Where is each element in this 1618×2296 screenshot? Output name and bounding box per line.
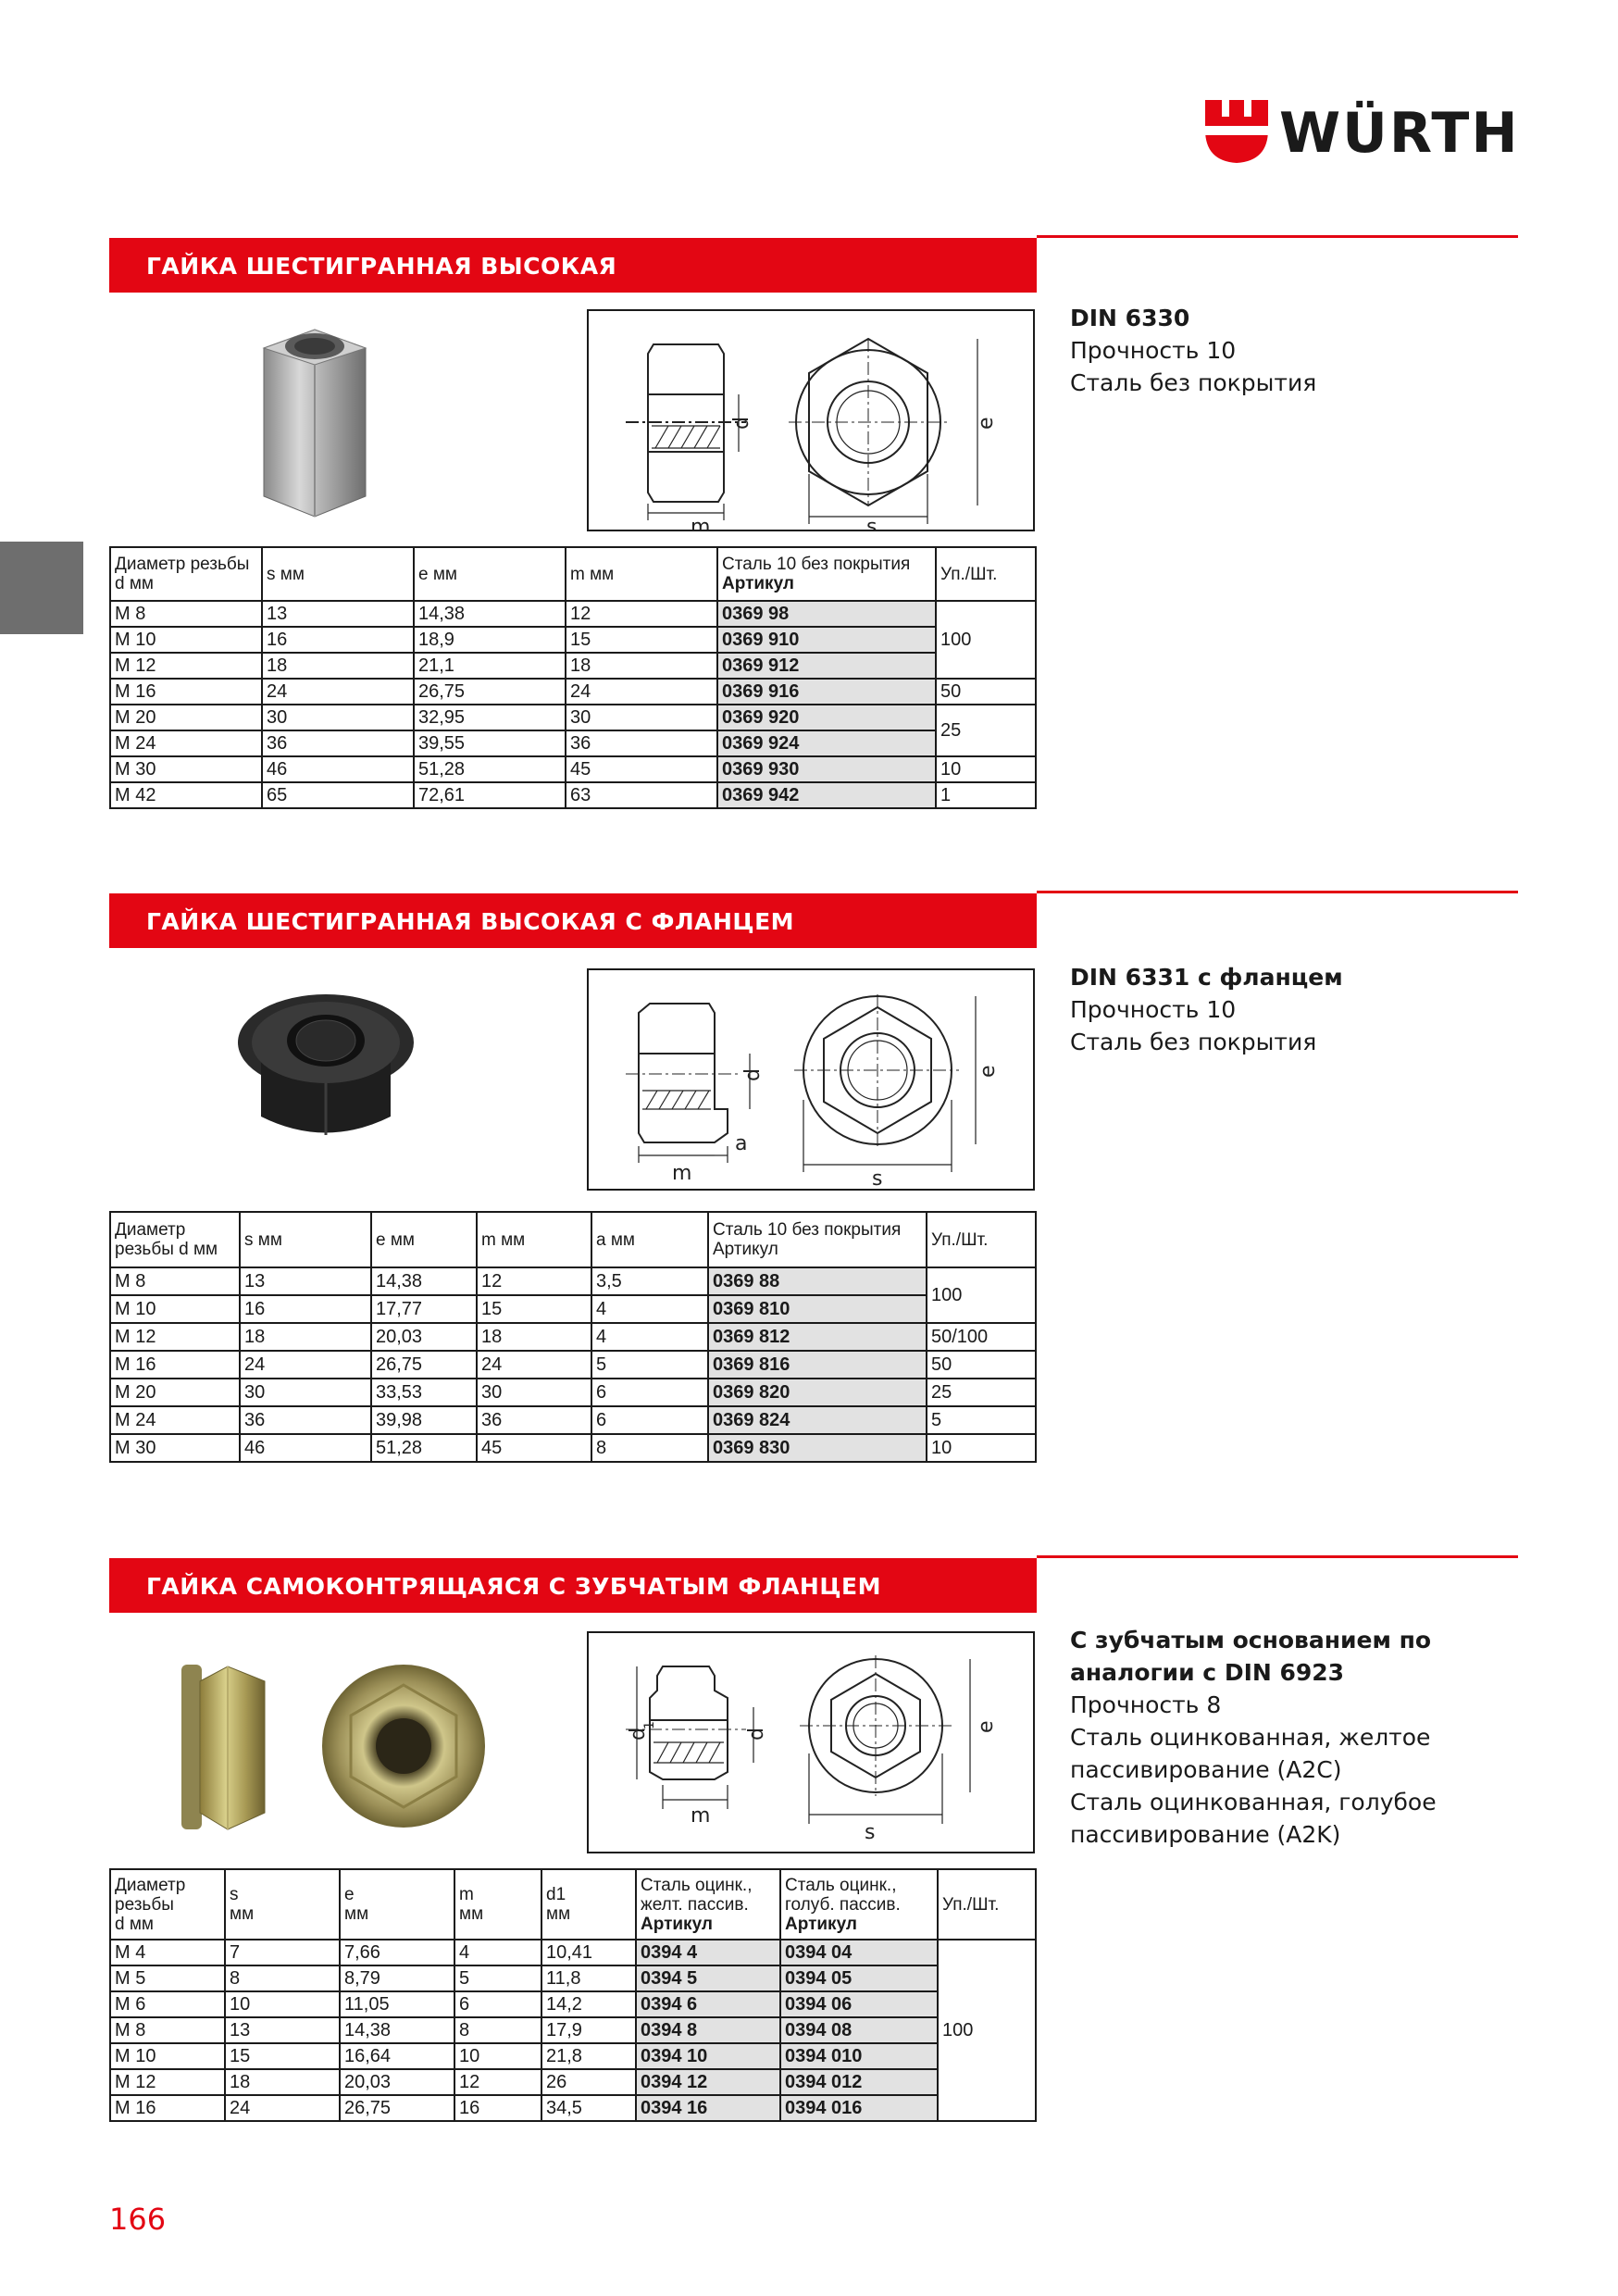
spec-block-serrated — [1070, 1624, 1496, 1851]
table-row: M 10 16 18,9 15 0369 910 — [110, 627, 1036, 653]
col-header-m: m мм — [477, 1212, 591, 1267]
col-header-a: a мм — [591, 1212, 708, 1267]
spec-material-yellow: Сталь оцинкованная, желтое пассивирование (A2C) — [1070, 1724, 1431, 1783]
spec-strength: Прочность 10 — [1070, 337, 1237, 364]
wurth-logo — [1203, 98, 1518, 165]
side-tab-marker — [0, 542, 83, 634]
table-row: M 8 13 14,38 12 3,5 0369 88 100 — [110, 1267, 1036, 1295]
table-row: M 42 65 72,61 63 0369 942 1 — [110, 782, 1036, 808]
table-row: M 16 24 26,75 16 34,5 0394 16 0394 016 — [110, 2095, 1036, 2121]
table-row: M 12 18 20,03 18 4 0369 812 50/100 — [110, 1323, 1036, 1351]
dim-label-e: e — [977, 1065, 1000, 1078]
dim-label-a: a — [735, 1132, 748, 1155]
col-header-pack: Уп./Шт. — [938, 1869, 1036, 1940]
table-row: M 8 13 14,38 12 0369 98 100 — [110, 601, 1036, 627]
section-title: ГАЙКА САМОКОНТРЯЩАЯСЯ С ЗУБЧАТЫМ ФЛАНЦЕМ — [109, 1558, 1037, 1613]
technical-drawing-serrated — [587, 1631, 1035, 1853]
spec-material-blue: Сталь оцинкованная, голубое пассивирование (A2K) — [1070, 1789, 1437, 1848]
dim-label-e: e — [975, 417, 998, 430]
spec-block-din6330 — [1070, 302, 1496, 399]
table-row: M 6 10 11,05 6 14,2 0394 6 0394 06 — [110, 1991, 1036, 2017]
dim-label-e: e — [975, 1720, 998, 1733]
dim-label-d: d — [745, 1728, 768, 1741]
col-header-article-yellow: Сталь оцинк., желт. пассив. Артикул — [636, 1869, 780, 1940]
spec-standard: DIN 6330 — [1070, 305, 1190, 331]
table-row: M 12 18 20,03 12 26 0394 12 0394 012 — [110, 2069, 1036, 2095]
col-header-article: Сталь 10 без покрытия Артикул — [708, 1212, 927, 1267]
spec-strength: Прочность 10 — [1070, 996, 1237, 1023]
product-photo-flange-nut — [233, 987, 418, 1148]
spec-strength: Прочность 8 — [1070, 1691, 1222, 1718]
product-photo-hex-nut — [250, 311, 380, 528]
table-row: M 20 30 32,95 30 0369 920 25 — [110, 705, 1036, 730]
table-row: M 8 13 14,38 8 17,9 0394 8 0394 08 — [110, 2017, 1036, 2043]
dim-label-d1-sub: 1 — [642, 1721, 657, 1729]
col-header-article-blue: Сталь оцинк., голуб. пассив. Артикул — [780, 1869, 938, 1940]
table-row: M 5 8 8,79 5 11,8 0394 5 0394 05 — [110, 1965, 1036, 1991]
table-serrated-locknut — [109, 1868, 1037, 2122]
col-header-e: e мм — [340, 1869, 454, 1940]
table-din6331 — [109, 1211, 1037, 1463]
table-row: M 10 16 17,77 15 4 0369 810 — [110, 1295, 1036, 1323]
table-row: M 16 24 26,75 24 5 0369 816 50 — [110, 1351, 1036, 1379]
section-divider — [1037, 1555, 1518, 1558]
col-header-diameter: Диаметр резьбы d мм — [110, 1869, 225, 1940]
col-header-pack: Уп./Шт. — [936, 547, 1036, 601]
col-header-diameter: Диаметр резьбы d мм — [110, 1212, 240, 1267]
col-header-e: e мм — [371, 1212, 477, 1267]
col-header-s: s мм — [240, 1212, 371, 1267]
section-title: ГАЙКА ШЕСТИГРАННАЯ ВЫСОКАЯ С ФЛАНЦЕМ — [109, 893, 1037, 948]
col-header-m: m мм — [566, 547, 717, 601]
table-row: M 24 36 39,55 36 0369 924 — [110, 730, 1036, 756]
table-row: M 30 46 51,28 45 0369 930 10 — [110, 756, 1036, 782]
table-row: M 24 36 39,98 36 6 0369 824 5 — [110, 1406, 1036, 1434]
spec-block-din6331 — [1070, 961, 1496, 1058]
table-row: M 10 15 16,64 10 21,8 0394 10 0394 010 — [110, 2043, 1036, 2069]
col-header-article: Сталь 10 без покрытия Артикул — [717, 547, 936, 601]
col-header-s: s мм — [262, 547, 414, 601]
dim-label-m: m — [691, 516, 711, 530]
dim-label-m: m — [691, 1804, 711, 1828]
dim-label-d1: d — [627, 1728, 650, 1741]
col-header-e: e мм — [414, 547, 566, 601]
spec-material: Сталь без покрытия — [1070, 369, 1317, 396]
col-header-diameter: Диаметр резьбы d мм — [110, 547, 262, 601]
technical-drawing-din6331 — [587, 968, 1035, 1191]
spec-material: Сталь без покрытия — [1070, 1029, 1317, 1055]
dim-label-s: s — [866, 516, 877, 530]
dim-label-d: d — [730, 417, 753, 430]
spec-standard: DIN 6331 с фланцем — [1070, 964, 1343, 991]
table-row: M 16 24 26,75 24 0369 916 50 — [110, 679, 1036, 705]
technical-drawing-din6330 — [587, 309, 1035, 531]
spec-standard: С зубчатым основанием по аналогии с DIN 6923 — [1070, 1627, 1432, 1686]
table-row: M 30 46 51,28 45 8 0369 830 10 — [110, 1434, 1036, 1462]
col-header-pack: Уп./Шт. — [927, 1212, 1036, 1267]
brand-name: WÜRTH — [1279, 101, 1520, 166]
section-divider — [1037, 891, 1518, 893]
col-header-s: s мм — [225, 1869, 340, 1940]
table-din6330 — [109, 546, 1037, 809]
table-row: M 4 7 7,66 4 10,41 0394 4 0394 04 100 — [110, 1940, 1036, 1965]
wurth-logo-icon — [1203, 98, 1270, 165]
section-title: ГАЙКА ШЕСТИГРАННАЯ ВЫСОКАЯ — [109, 238, 1037, 293]
product-photo-serrated-nut — [172, 1653, 533, 1842]
dim-label-s: s — [865, 1821, 876, 1844]
section-divider — [1037, 235, 1518, 238]
table-row: M 20 30 33,53 30 6 0369 820 25 — [110, 1379, 1036, 1406]
dim-label-s: s — [872, 1167, 883, 1189]
page-number: 166 — [109, 2202, 167, 2237]
dim-label-d: d — [741, 1068, 765, 1081]
col-header-d1: d1 мм — [541, 1869, 636, 1940]
dim-label-m: m — [672, 1162, 692, 1185]
col-header-m: m мм — [454, 1869, 541, 1940]
table-row: M 12 18 21,1 18 0369 912 — [110, 653, 1036, 679]
